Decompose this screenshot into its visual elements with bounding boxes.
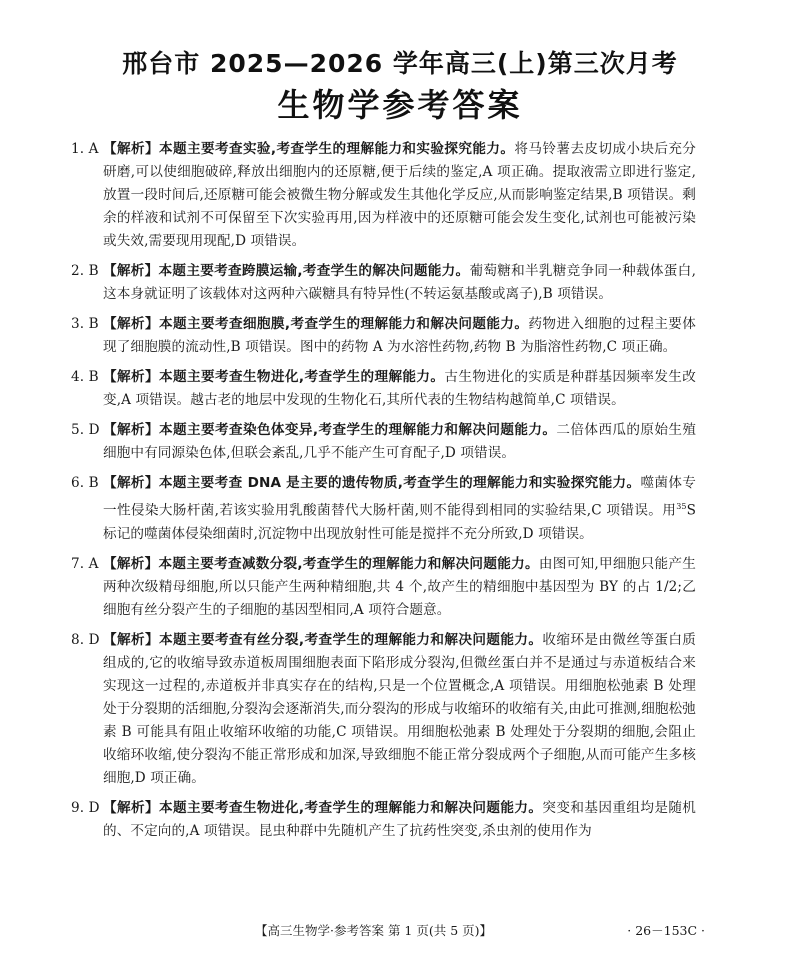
answer-number: 6. B: [71, 475, 99, 491]
analysis-body: 噬菌体专一性侵染大肠杆菌,若该实验用乳酸菌替代大肠杆菌,则不能得到相同的实验结果,C 项错误。用: [103, 475, 696, 519]
analysis-lead: 本题主要考查 DNA 是主要的遗传物质,考查学生的理解能力和实验探究能力。: [158, 475, 641, 491]
answer-item-8: [71, 629, 697, 790]
isotope-superscript: 35: [676, 502, 687, 511]
analysis-tag: 【解析】: [103, 369, 159, 385]
answer-item-3: [71, 313, 696, 359]
answer-key-title: 生物学参考答案: [277, 86, 523, 124]
answer-item-7: [71, 553, 696, 622]
answer-item-4: [71, 366, 696, 412]
analysis-body: 突变和基因重组均是随机的、不定向的,A 项错误。昆虫种群中先随机产生了抗药性突变,杀虫剂的使用作为: [103, 799, 697, 839]
analysis-tag: 【解析】: [103, 141, 159, 157]
answer-number: 1. A: [71, 141, 99, 157]
answer-number: 3. B: [71, 316, 99, 332]
answer-number: 5. D: [71, 422, 100, 438]
analysis-body: 药物进入细胞的过程主要体现了细胞膜的流动性,B 项错误。图中的药物 A 为水溶性药物,药物 B 为脂溶性药物,C 项正确。: [103, 316, 696, 355]
answer-item-2: [71, 260, 696, 306]
analysis-body: 由图可知,甲细胞只能产生两种次级精母细胞,所以只能产生两种精细胞,共 4 个,故产生的精细胞中基因型为 BY 的占 1/2;乙细胞有丝分裂产生的子细胞的基因型相同,A 项符合题意。: [103, 555, 696, 618]
answer-number: 9. D: [71, 799, 100, 816]
analysis-body: 古生物进化的实质是种群基因频率发生改变,A 项错误。越古老的地层中发现的生物化石,其所代表的生物结构越简单,C 项错误。: [103, 369, 696, 408]
analysis-tag: 【解析】: [103, 799, 159, 816]
analysis-tag: 【解析】: [103, 555, 159, 572]
analysis-body: 二倍体西瓜的原始生殖细胞中有同源染色体,但联会紊乱,几乎不能产生可育配子,D 项错误。: [103, 422, 697, 461]
analysis-lead: 本题主要考查染色体变异,考查学生的理解能力和解决问题能力。: [158, 422, 557, 438]
analysis-tag: 【解析】: [103, 631, 159, 648]
analysis-lead: 本题主要考查有丝分裂,考查学生的理解能力和解决问题能力。: [158, 631, 543, 648]
exam-title: 邢台市 2025—2026 学年高三(上)第三次月考: [122, 49, 678, 78]
analysis-lead: 本题主要考查减数分裂,考查学生的理解能力和解决问题能力。: [158, 555, 539, 572]
answer-number: 7. A: [71, 555, 99, 572]
answer-item-9: [71, 797, 697, 843]
answer-number: 8. D: [71, 631, 100, 648]
answer-number: 4. B: [71, 369, 99, 385]
analysis-lead: 本题主要考查实验,考查学生的理解能力和实验探究能力。: [158, 141, 515, 157]
answer-item-6: [71, 472, 696, 546]
analysis-body: 收缩环是由微丝等蛋白质组成的,它的收缩导致赤道板周围细胞表面下陷形成分裂沟,但微丝蛋白并不是通过与赤道板结合来实现这一过程的,赤道板并非真实存在的结构,只是一个位置概念,A 项错误。用细胞松弛素 B 处理处于分裂期的活细胞,分裂沟会逐渐消失,而分裂沟的形成与收缩环的收缩有关,由此可推测,细胞松弛素 B 可能具有阻止收缩环收缩的功能,C 项错误。用细胞松弛素 B 处理处于分裂期的细胞,会阻止收缩环收缩,使分裂沟不能正常形成和加深,导致细胞不能正常分裂成两个子细胞,从而可能产生多核细胞,D 项正确。: [103, 631, 697, 786]
page-footer: [0, 921, 800, 941]
analysis-tag: 【解析】: [103, 475, 159, 491]
footer-page-info: 【高三生物学·参考答案 第 1 页(共 5 页)】: [255, 923, 493, 938]
answer-item-5: [71, 419, 697, 465]
answer-list: [71, 138, 697, 850]
analysis-lead: 本题主要考查细胞膜,考查学生的理解能力和解决问题能力。: [158, 316, 529, 332]
analysis-lead: 本题主要考查生物进化,考查学生的理解能力和解决问题能力。: [158, 799, 543, 816]
analysis-tag: 【解析】: [103, 263, 159, 279]
answer-item-1: [71, 138, 697, 253]
analysis-tag: 【解析】: [103, 422, 159, 438]
answer-number: 2. B: [71, 263, 99, 279]
analysis-tag: 【解析】: [103, 316, 159, 332]
analysis-body-cont: S 标记的噬菌体侵染细菌时,沉淀物中出现放射性可能是搅拌不充分所致,D 项错误。: [103, 502, 696, 542]
analysis-body: 将马铃薯去皮切成小块后充分研磨,可以使细胞破碎,释放出细胞内的还原糖,便于后续的鉴定,A 项正确。提取液需立即进行鉴定,放置一段时间后,还原糖可能会被微生物分解或发生其他化学反应,从而影响鉴定结果,B 项错误。剩余的样液和试剂不可保留至下次实验再用,因为样液中的还原糖可能会发生变化,试剂也可能被污染或失效,需要现用现配,D 项错误。: [103, 141, 697, 249]
footer-code: · 26－153C ·: [627, 923, 705, 938]
analysis-lead: 本题主要考查生物进化,考查学生的理解能力。: [158, 369, 445, 385]
analysis-body: 葡萄糖和半乳糖竞争同一种载体蛋白,这本身就证明了该载体对这两种六碳糖具有特异性(不转运氨基酸或离子),B 项错误。: [103, 263, 696, 302]
analysis-lead: 本题主要考查跨膜运输,考查学生的解决问题能力。: [158, 263, 470, 279]
